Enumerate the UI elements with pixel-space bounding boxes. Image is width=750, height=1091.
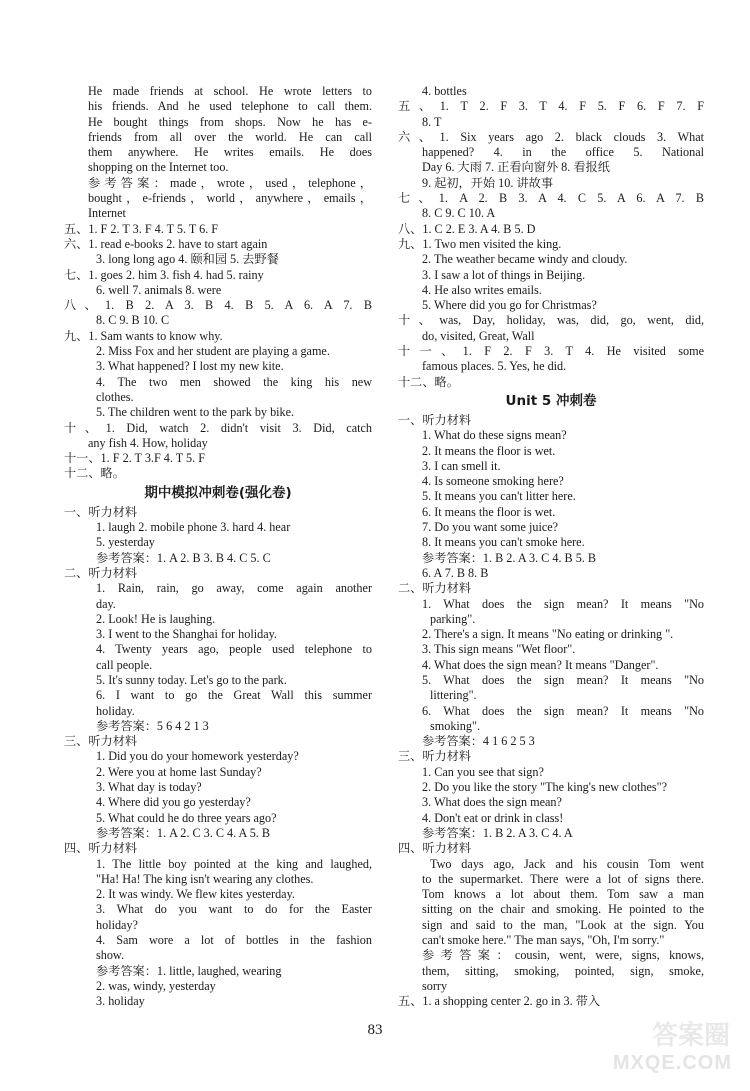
watermark-logo <box>606 1009 736 1079</box>
text-line: Tom knows a lot about them. Tom saw a man <box>422 887 704 902</box>
text-line: 4. What does the sign mean? It means "Danger". <box>422 657 659 672</box>
text-line: 3. holiday <box>96 994 145 1009</box>
text-line: 8. C 9. C 10. A <box>422 206 496 221</box>
text-line: 5. yesterday <box>96 535 155 550</box>
text-line: Internet <box>88 206 126 221</box>
text-line: 2. The weather became windy and cloudy. <box>422 252 628 267</box>
text-line: 6. well 7. animals 8. were <box>96 282 222 297</box>
text-line: Two days ago, Jack and his cousin Tom went <box>430 856 704 871</box>
watermark-top-text: 答案圈 <box>651 1021 730 1051</box>
text-line: He bought things from shops. Now he has e- <box>88 114 372 129</box>
text-line: 十一、1. F 2. T 3.F 4. T 5. F <box>64 451 205 466</box>
text-line: 六、1. read e-books 2. have to start again <box>64 236 268 251</box>
text-line: 3. What happened? I lost my new kite. <box>96 359 284 374</box>
text-line: sign and said to the man, "Look at the sign. You <box>422 917 704 932</box>
text-line: 十、1. Did, watch 2. didn't visit 3. Did, catch <box>64 420 372 435</box>
text-line: 十、was, Day, holiday, was, did, go, went, did, <box>398 313 704 328</box>
text-line: 参考答案：5 6 4 2 1 3 <box>96 718 209 733</box>
text-line: 九、1. Two men visited the king. <box>398 236 562 251</box>
text-line: them anywhere. He writes emails. He does <box>88 145 372 160</box>
text-line: 参考答案：made，wrote，used，telephone， <box>88 175 372 190</box>
text-line: 六、1. Six years ago 2. black clouds 3. What <box>398 129 704 144</box>
text-line: 参考答案：1. B 2. A 3. C 4. B 5. B <box>422 550 597 565</box>
text-line: "Ha! Ha! The king isn't wearing any clothes. <box>96 871 314 886</box>
text-line: 二、听力材料 <box>398 581 472 596</box>
text-line: 五、1. F 2. T 3. F 4. T 5. T 6. F <box>64 221 219 236</box>
text-line: 参考答案：cousin, went, were, signs, knows, <box>422 948 704 963</box>
text-line: 4. Twenty years ago, people used telephone to <box>96 642 372 657</box>
text-line: 2. It means the floor is wet. <box>422 443 556 458</box>
text-line: 5. The children went to the park by bike. <box>96 405 295 420</box>
text-line: 7. Do you want some juice? <box>422 520 559 535</box>
text-line: sitting on the chair and smoking. He pointed to the <box>422 902 704 917</box>
section-heading: 期中模拟冲刺卷(强化卷) <box>144 484 292 501</box>
text-line: 八、1. C 2. E 3. A 4. B 5. D <box>398 221 536 236</box>
text-line: 1. What do these signs mean? <box>422 428 567 443</box>
text-line: show. <box>96 948 124 963</box>
text-line: his friends. And he used telephone to call them. <box>88 99 372 114</box>
text-line: smoking". <box>430 718 481 733</box>
text-line: 七、1. goes 2. him 3. fish 4. had 5. rainy <box>64 267 264 282</box>
text-line: holiday? <box>96 917 138 932</box>
text-line: parking". <box>430 611 476 626</box>
text-line: 一、听力材料 <box>64 504 138 519</box>
text-line: 3. long long ago 4. 颐和园 5. 去野餐 <box>96 252 279 267</box>
text-line: day. <box>96 596 116 611</box>
text-line: 1. Rain, rain, go away, come again another <box>96 581 372 596</box>
text-line: them, sitting, smoking, pointed, sign, smoke, <box>422 963 704 978</box>
text-line: 6. It means the floor is wet. <box>422 504 556 519</box>
text-line: 二、听力材料 <box>64 565 138 580</box>
text-line: 3. What day is today? <box>96 780 202 795</box>
text-line: 3. What do you want to do for the Easter <box>96 902 372 917</box>
text-line: 3. This sign means "Wet floor". <box>422 642 576 657</box>
text-line: happened? 4. in the office 5. National <box>422 145 704 160</box>
text-line: call people. <box>96 657 153 672</box>
text-line: do, visited, Great, Wall <box>422 328 535 343</box>
text-line: 五、1. T 2. F 3. T 4. F 5. F 6. F 7. F <box>398 99 704 114</box>
text-line: 四、听力材料 <box>64 841 138 856</box>
text-line: 5. What does the sign mean? It means "No <box>422 672 704 687</box>
text-line: 4. The two men showed the king his new <box>96 374 372 389</box>
text-line: 2. It was windy. We flew kites yesterday. <box>96 887 295 902</box>
text-line: shopping on the Internet too. <box>88 160 229 175</box>
text-line: 3. What does the sign mean? <box>422 795 562 810</box>
text-line: 参考答案：1. little, laughed, wearing <box>96 963 282 978</box>
text-line: 1. Can you see that sign? <box>422 764 544 779</box>
text-line: 1. The little boy pointed at the king and laughed, <box>96 856 372 871</box>
text-line: holiday. <box>96 703 135 718</box>
text-line: 1. What does the sign mean? It means "No <box>422 596 704 611</box>
text-line: famous places. 5. Yes, he did. <box>422 359 567 374</box>
text-line: 2. was, windy, yesterday <box>96 978 216 993</box>
text-line: 2. Were you at home last Sunday? <box>96 764 262 779</box>
text-line: 七、1. A 2. B 3. A 4. C 5. A 6. A 7. B <box>398 191 704 206</box>
text-line: 九、1. Sam wants to know why. <box>64 328 223 343</box>
text-line: 参考答案：1. A 2. B 3. B 4. C 5. C <box>96 550 271 565</box>
text-line: 2. There's a sign. It means "No eating or drinking ". <box>422 627 674 642</box>
text-line: 6. A 7. B 8. B <box>422 565 489 580</box>
text-line: 3. I saw a lot of things in Beijing. <box>422 267 586 282</box>
text-line: 五、1. a shopping center 2. go in 3. 带入 <box>398 994 601 1009</box>
text-line: 参考答案：1. A 2. C 3. C 4. A 5. B <box>96 825 271 840</box>
text-line: 1. laugh 2. mobile phone 3. hard 4. hear <box>96 520 291 535</box>
text-line: 4. bottles <box>422 84 467 98</box>
text-line: 4. Where did you go yesterday? <box>96 795 251 810</box>
text-line: 9. 起初，开始 10. 讲故事 <box>422 175 554 190</box>
text-line: 三、听力材料 <box>398 749 472 764</box>
text-line: 8. C 9. B 10. C <box>96 313 170 328</box>
text-line: 4. Sam wore a lot of bottles in the fashion <box>96 933 372 948</box>
text-line: 十二、略。 <box>398 374 459 389</box>
page-number: 83 <box>367 1022 383 1038</box>
left-column <box>64 84 372 1010</box>
text-line: 5. It's sunny today. Let's go to the park. <box>96 672 287 687</box>
text-line: 参考答案：4 1 6 2 5 3 <box>422 734 535 749</box>
text-line: Day 6. 大雨 7. 正看向窗外 8. 看报纸 <box>422 160 610 175</box>
text-line: 6. I want to go the Great Wall this summer <box>96 688 372 703</box>
text-line: 一、听力材料 <box>398 412 472 427</box>
text-line: 2. Look! He is laughing. <box>96 611 216 626</box>
watermark-url-text: MXQE.COM <box>612 1052 732 1074</box>
section-heading: Unit 5 冲刺卷 <box>505 392 597 409</box>
text-line: 参考答案：1. B 2. A 3. C 4. A <box>422 825 573 840</box>
text-line: 三、听力材料 <box>64 734 138 749</box>
text-line: 5. Where did you go for Christmas? <box>422 298 597 313</box>
text-line: 8. It means you can't smoke here. <box>422 535 585 550</box>
text-line: 四、听力材料 <box>398 841 472 856</box>
text-line: 2. Miss Fox and her student are playing a game. <box>96 344 330 359</box>
text-line: 3. I went to the Shanghai for holiday. <box>96 627 277 642</box>
text-line: 十一、1. F 2. F 3. T 4. He visited some <box>398 344 704 359</box>
text-line: He made friends at school. He wrote letters to <box>88 84 372 98</box>
text-line: 4. Don't eat or drink in class! <box>422 810 564 825</box>
text-line: 4. He also writes emails. <box>422 282 542 297</box>
text-line: 3. I can smell it. <box>422 458 501 473</box>
text-line: 5. It means you can't litter here. <box>422 489 576 504</box>
text-line: 十二、略。 <box>64 466 125 481</box>
text-line: clothes. <box>96 389 134 404</box>
text-line: bought，e-friends，world，anywhere，emails， <box>88 191 372 206</box>
text-line: sorry <box>422 978 448 993</box>
text-line: to the supermarket. There were a lot of signs there. <box>422 871 704 886</box>
text-line: 八、1. B 2. A 3. B 4. B 5. A 6. A 7. B <box>64 298 372 313</box>
text-line: 2. Do you like the story "The king's new clothes"? <box>422 780 668 795</box>
right-column <box>398 84 704 1010</box>
text-line: 4. Is someone smoking here? <box>422 474 564 489</box>
text-line: 6. What does the sign mean? It means "No <box>422 703 704 718</box>
text-line: friends from all over the world. He can call <box>88 129 372 144</box>
text-line: 8. T <box>422 114 442 129</box>
text-line: can't smoke here." The man says, "Oh, I'm sorry." <box>422 933 665 948</box>
text-line: 1. Did you do your homework yesterday? <box>96 749 299 764</box>
text-line: littering". <box>430 688 477 703</box>
text-line: any fish 4. How, holiday <box>88 435 208 450</box>
text-line: 5. What could he do three years ago? <box>96 810 277 825</box>
